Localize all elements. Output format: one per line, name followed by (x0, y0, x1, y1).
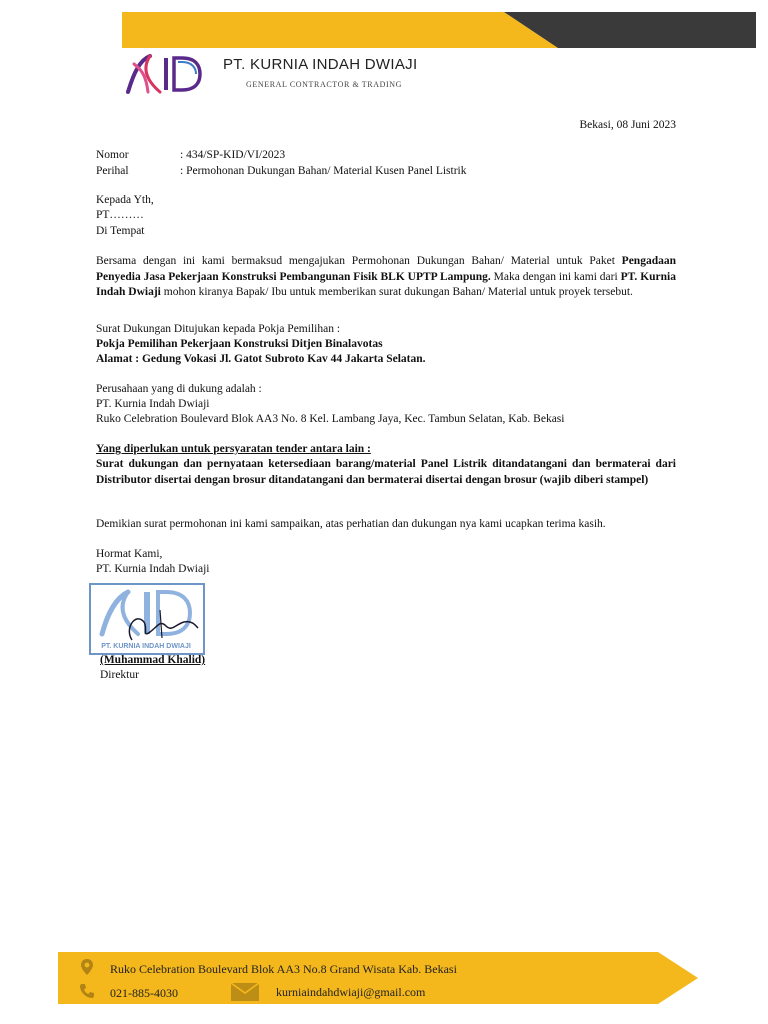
closing-sentence: Demikian surat permohonan ini kami sampaikan, atas perhatian dan dukungan nya kami ucapkan terima kasih. (96, 518, 606, 530)
svg-text:PT. KURNIA INDAH DWIAJI: PT. KURNIA INDAH DWIAJI (101, 643, 191, 650)
letter-page (58, 12, 756, 1012)
support-name: PT. Kurnia Indah Dwiaji (96, 398, 210, 410)
place-date: Bekasi, 08 Juni 2023 (579, 119, 676, 131)
mail-icon (230, 982, 260, 1002)
regards-company: PT. Kurnia Indah Dwiaji (96, 563, 210, 575)
company-logo-icon (124, 52, 204, 96)
company-name: PT. KURNIA INDAH DWIAJI (223, 56, 418, 73)
location-icon (80, 958, 94, 976)
intro-paragraph: Bersama dengan ini kami bermaksud mengajukan Permohonan Dukungan Bahan/ Material untuk Paket Pengadaan Penyedia Jasa Pekerjaan Konstruksi Pembangunan Fisik BLK UPTP Lampung. Maka dengan ini kami dari PT. Kurnia Indah Dwiaji mohon kiranya Bapak/ Ibu untuk memberikan surat dukungan Bahan/ Material untuk proyek tersebut. (96, 255, 676, 298)
recipient-line-3: Di Tempat (96, 225, 145, 237)
perihal-value: : Permohonan Dukungan Bahan/ Material Kusen Panel Listrik (180, 165, 467, 177)
support-address: Ruko Celebration Boulevard Blok AA3 No. 8 Kel. Lambang Jaya, Kec. Tambun Selatan, Kab. Bekasi (96, 413, 565, 425)
footer-email: kurniaindahdwiaji@gmail.com (276, 985, 426, 999)
pokja-name: Pokja Pemilihan Pekerjaan Konstruksi Ditjen Binalavotas (96, 338, 383, 350)
nomor-label: Nomor (96, 149, 129, 161)
footer-band (58, 944, 756, 1012)
support-intro: Perusahaan yang di dukung adalah : (96, 383, 262, 395)
pokja-intro: Surat Dukungan Ditujukan kepada Pokja Pemilihan : (96, 323, 341, 335)
company-tagline: GENERAL CONTRACTOR & TRADING (246, 80, 402, 89)
recipient-line-1: Kepada Yth, (96, 194, 154, 206)
signer-title: Direktur (100, 669, 139, 681)
footer-address: Ruko Celebration Boulevard Blok AA3 No.8 Grand Wisata Kab. Bekasi (110, 962, 457, 976)
perihal-label: Perihal (96, 165, 129, 177)
phone-icon (78, 982, 96, 1000)
footer-phone: 021-885-4030 (110, 986, 178, 1000)
company-stamp-icon (88, 582, 208, 656)
pokja-address: Alamat : Gedung Vokasi Jl. Gatot Subroto Kav 44 Jakarta Selatan. (96, 353, 426, 365)
requirements-body: Surat dukungan dan pernyataan ketersediaan barang/material Panel Listrik ditandatangani dan bermaterai dari Distributor disertai dengan brosur ditandatangani dan bermaterai disertai dengan brosur (wajib diberi stampel) (96, 458, 676, 486)
requirements-heading: Yang diperlukan untuk persyaratan tender antara lain : (96, 443, 371, 455)
signer-name: (Muhammad Khalid) (100, 654, 206, 666)
regards: Hormat Kami, (96, 548, 163, 560)
nomor-value: : 434/SP-KID/VI/2023 (180, 149, 286, 161)
recipient-line-2: PT……… (96, 209, 144, 221)
